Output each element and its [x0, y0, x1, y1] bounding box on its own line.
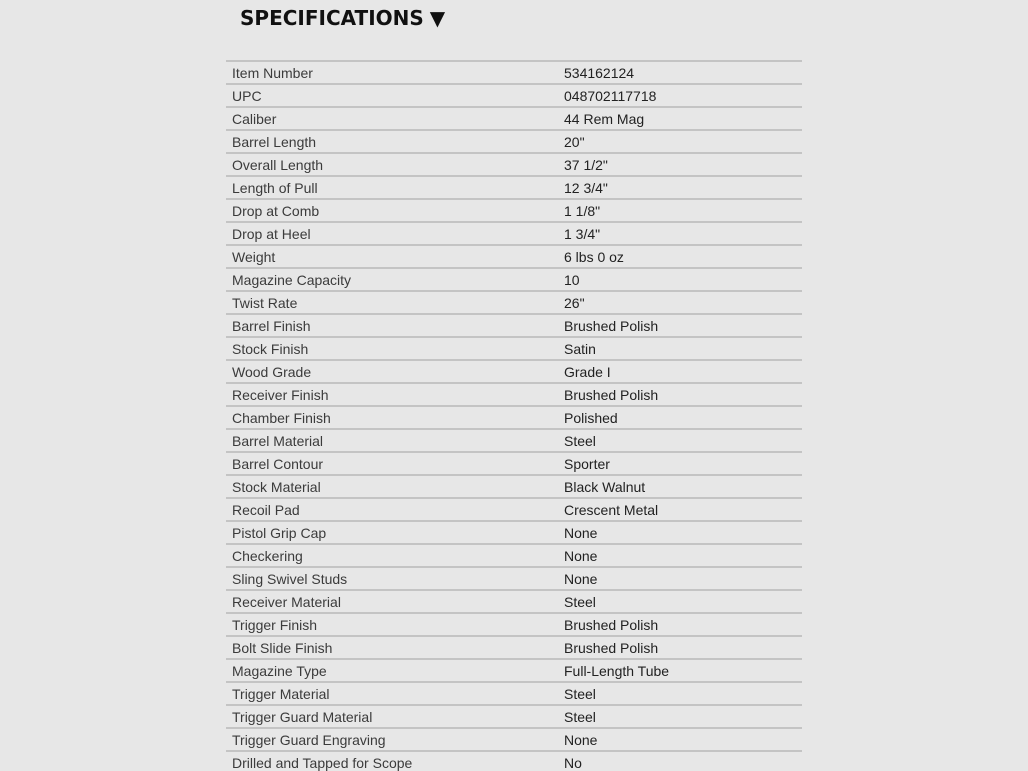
- table-row: [226, 384, 802, 407]
- spec-value: None: [564, 570, 598, 587]
- table-row: [226, 131, 802, 154]
- spec-value: 534162124: [564, 64, 635, 81]
- spec-label: Trigger Finish: [232, 616, 318, 633]
- table-row: [226, 338, 802, 361]
- table-row: [226, 62, 802, 85]
- table-row: [226, 361, 802, 384]
- spec-value: Grade I: [564, 363, 611, 380]
- spec-label: Pistol Grip Cap: [232, 524, 327, 541]
- spec-label: Drop at Comb: [232, 202, 320, 219]
- spec-label: Length of Pull: [232, 179, 318, 196]
- table-row: [226, 292, 802, 315]
- table-row: [226, 591, 802, 614]
- spec-label: Bolt Slide Finish: [232, 639, 333, 656]
- spec-value: Polished: [564, 409, 618, 426]
- spec-value: Crescent Metal: [564, 501, 659, 518]
- table-row: [226, 522, 802, 545]
- table-row: [226, 154, 802, 177]
- table-row: [226, 108, 802, 131]
- table-row: [226, 614, 802, 637]
- table-row: [226, 660, 802, 683]
- spec-value: Brushed Polish: [564, 386, 659, 403]
- spec-label: Caliber: [232, 110, 277, 127]
- section-title: SPECIFICATIONS: [240, 6, 424, 30]
- spec-label: Wood Grade: [232, 363, 312, 380]
- spec-value: 37 1/2": [564, 156, 608, 173]
- spec-label: Drilled and Tapped for Scope: [232, 754, 413, 771]
- spec-label: Item Number: [232, 64, 313, 81]
- spec-value: 44 Rem Mag: [564, 110, 645, 127]
- spec-value: Sporter: [564, 455, 610, 472]
- spec-value: 26": [564, 294, 585, 311]
- spec-value: None: [564, 731, 598, 748]
- spec-value: None: [564, 547, 598, 564]
- table-row: [226, 453, 802, 476]
- spec-label: Receiver Material: [232, 593, 341, 610]
- spec-value: 1 1/8": [564, 202, 601, 219]
- table-row: [226, 499, 802, 522]
- spec-label: Magazine Type: [232, 662, 327, 679]
- spec-value: 1 3/4": [564, 225, 601, 242]
- spec-label: Barrel Contour: [232, 455, 324, 472]
- table-row: [226, 430, 802, 453]
- table-row: [226, 568, 802, 591]
- spec-label: Weight: [232, 248, 276, 265]
- spec-value: Steel: [564, 593, 596, 610]
- triangle-down-icon: ▼: [429, 6, 446, 30]
- spec-value: Satin: [564, 340, 596, 357]
- spec-value: Brushed Polish: [564, 639, 659, 656]
- table-row: [226, 476, 802, 499]
- table-row: [226, 637, 802, 660]
- table-row: [226, 752, 802, 771]
- spec-label: Twist Rate: [232, 294, 298, 311]
- table-row: [226, 315, 802, 338]
- spec-value: 6 lbs 0 oz: [564, 248, 624, 265]
- spec-label: Overall Length: [232, 156, 324, 173]
- spec-value: Brushed Polish: [564, 317, 659, 334]
- spec-value: Brushed Polish: [564, 616, 659, 633]
- spec-label: UPC: [232, 87, 262, 104]
- specifications-toggle[interactable]: [240, 4, 445, 32]
- spec-value: Steel: [564, 708, 596, 725]
- table-row: [226, 223, 802, 246]
- spec-label: Trigger Material: [232, 685, 330, 702]
- spec-value: No: [564, 754, 582, 771]
- spec-label: Receiver Finish: [232, 386, 329, 403]
- spec-label: Drop at Heel: [232, 225, 311, 242]
- specifications-table: [226, 60, 802, 771]
- table-row: [226, 85, 802, 108]
- spec-label: Recoil Pad: [232, 501, 300, 518]
- table-row: [226, 683, 802, 706]
- spec-value: 12 3/4": [564, 179, 608, 196]
- spec-value: 048702117718: [564, 87, 657, 104]
- spec-label: Trigger Guard Material: [232, 708, 373, 725]
- spec-value: None: [564, 524, 598, 541]
- spec-label: Barrel Material: [232, 432, 324, 449]
- table-row: [226, 706, 802, 729]
- spec-label: Stock Material: [232, 478, 321, 495]
- table-row: [226, 200, 802, 223]
- spec-value: 10: [564, 271, 580, 288]
- table-row: [226, 545, 802, 568]
- spec-value: 20": [564, 133, 585, 150]
- spec-value: Steel: [564, 432, 596, 449]
- spec-label: Barrel Length: [232, 133, 317, 150]
- table-row: [226, 269, 802, 292]
- table-row: [226, 407, 802, 430]
- table-row: [226, 729, 802, 752]
- spec-label: Magazine Capacity: [232, 271, 352, 288]
- spec-label: Sling Swivel Studs: [232, 570, 348, 587]
- spec-value: Steel: [564, 685, 596, 702]
- spec-value: Black Walnut: [564, 478, 646, 495]
- table-row: [226, 177, 802, 200]
- spec-label: Trigger Guard Engraving: [232, 731, 386, 748]
- spec-label: Stock Finish: [232, 340, 309, 357]
- spec-value: Full-Length Tube: [564, 662, 670, 679]
- spec-label: Checkering: [232, 547, 303, 564]
- spec-label: Chamber Finish: [232, 409, 331, 426]
- spec-label: Barrel Finish: [232, 317, 311, 334]
- table-row: [226, 246, 802, 269]
